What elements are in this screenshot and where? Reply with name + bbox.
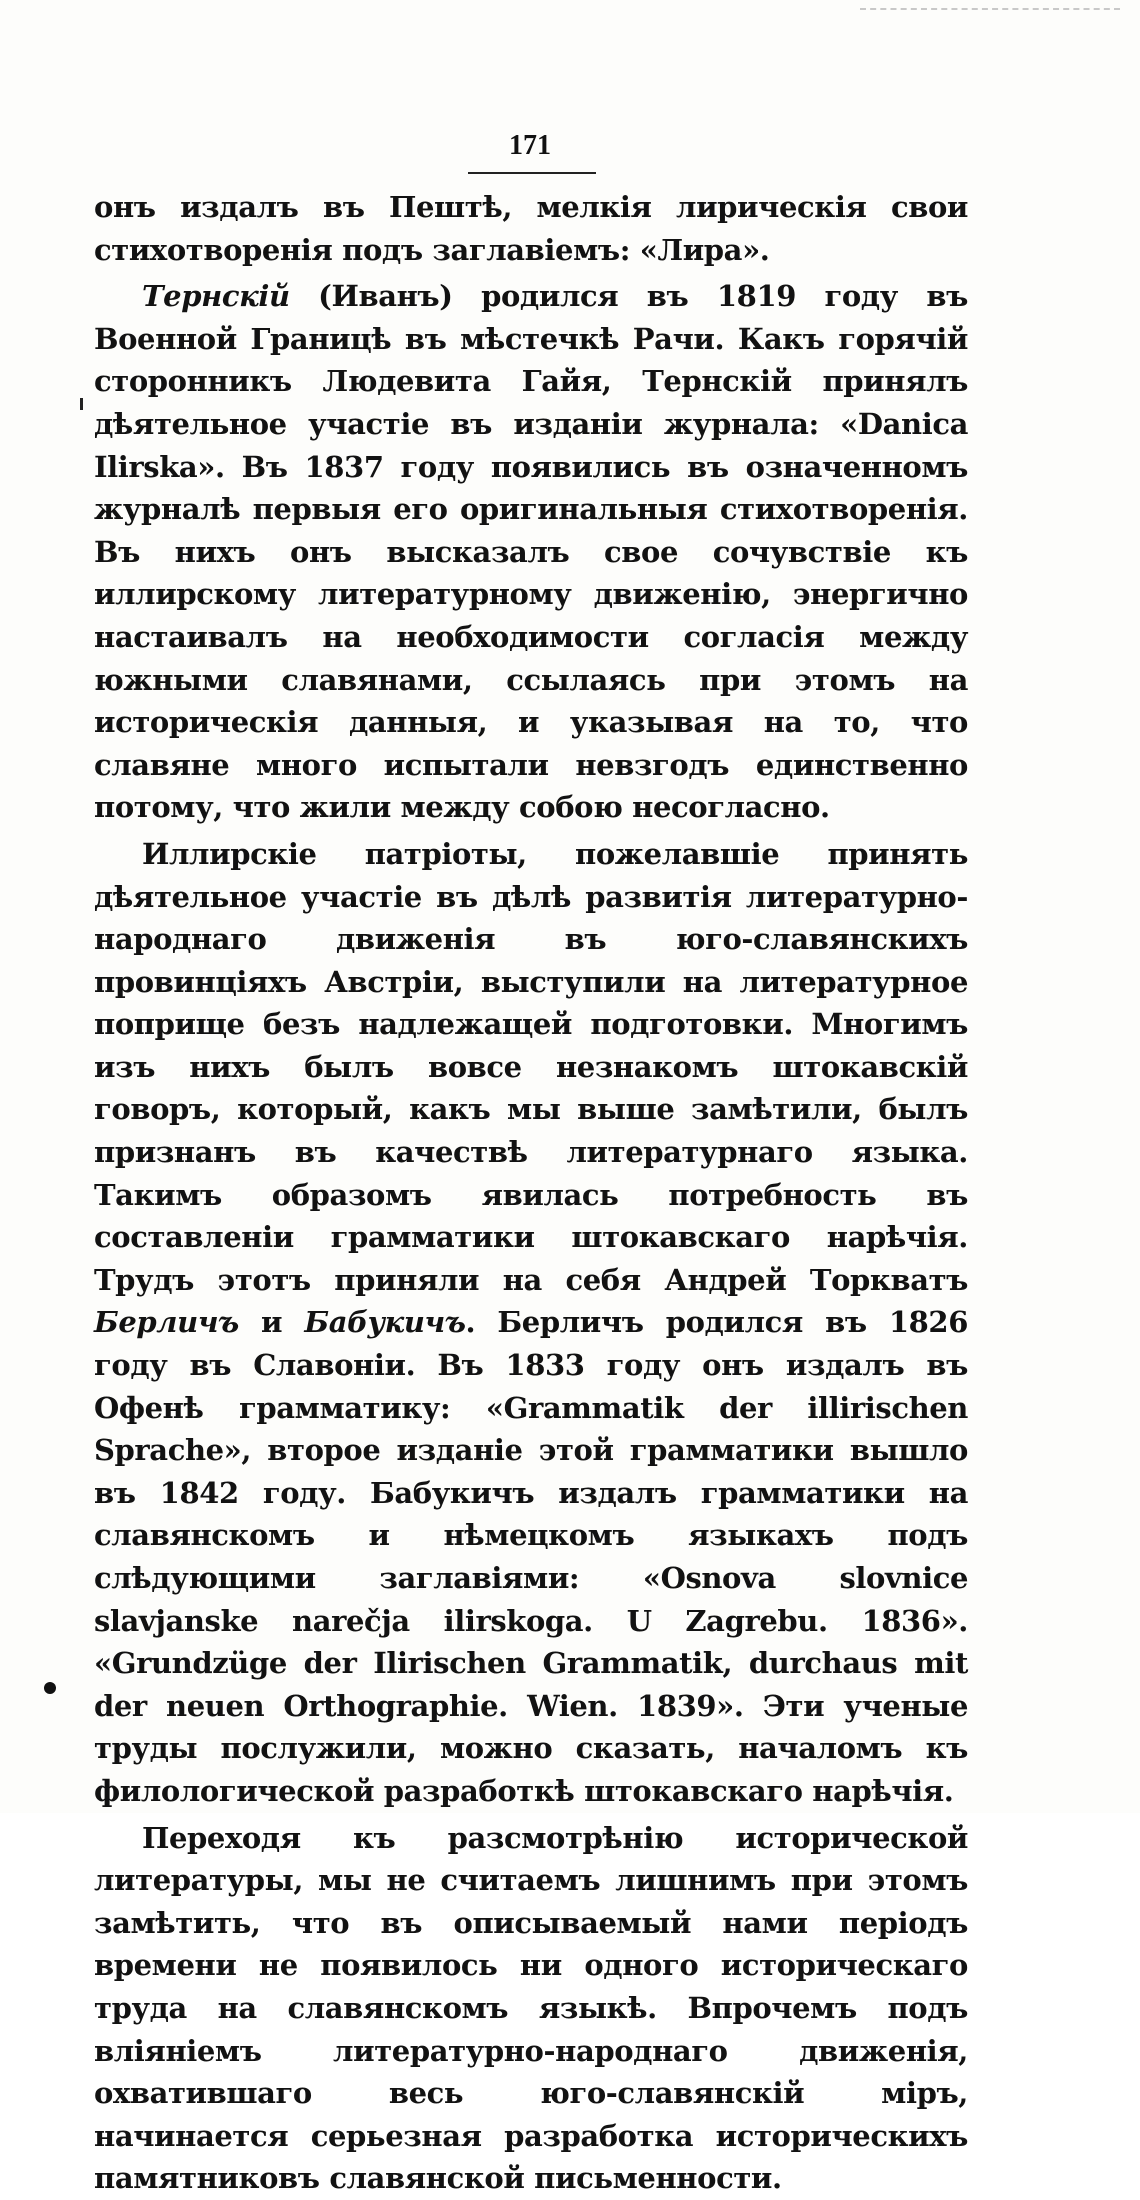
- paragraph-3-segment-3: и: [238, 1305, 305, 1340]
- paragraph-4-segment-1: Переходя къ разсмотрѣнію исторической литературы, мы не считаемъ лишнимъ при этомъ замѣтить, что въ описываемый нами періодъ времени не появилось ни одного историческаго труда на славянскомъ языкѣ. Впрочемъ подъ вліяніемъ литературно-народнаго движенія, охватившаго весь юго-славянскій міръ, начинается серьезная разработка историческихъ памятниковъ славянской письменности.: [94, 1820, 968, 2196]
- paragraph-1-segment-1: онъ издалъ въ Пештѣ, мелкія лирическія свои стихотворенія подъ заглавіемъ: «Лира».: [94, 190, 968, 267]
- paragraph-2: [94, 275, 968, 829]
- author-name-ternsky: Тернскій: [142, 279, 290, 314]
- paragraph-1: [94, 186, 968, 271]
- page-number: 171: [509, 130, 551, 161]
- paragraph-3: [94, 833, 968, 1813]
- paragraph-3-segment-5: . Берличъ родился въ 1826 году въ Славоніи. Въ 1833 году онъ издалъ въ Офенѣ грамматику: «Grammatik der illirischen Sprache», второе изданіе этой грамматики вышло въ 1842 году. Бабукичъ издалъ грамматики на славянскомъ и нѣмецкомъ языкахъ подъ слѣдующими заглавіями: «Osnova slovnice slavjanske narečja ilirskoga. U Zagrebu. 1836». «Grundzüge der Ilirischen Grammatik, durchaus mit der neuen Orthographie. Wien. 1839». Эти ученые труды послужили, можно сказать, началомъ къ филологической разработкѣ штокавскаго нарѣчія.: [94, 1305, 968, 1808]
- body-text: [94, 186, 968, 2200]
- scan-edge-rule: [860, 8, 1120, 10]
- author-name-berlich: Берличъ: [94, 1305, 239, 1340]
- author-name-babukich: Бабукичъ: [304, 1305, 466, 1340]
- paragraph-2-segment-2: (Иванъ) родился въ 1819 году въ Военной Границѣ въ мѣстечкѣ Рачи. Какъ горячій сторонникъ Людевита Гайя, Тернскій принялъ дѣятельное участіе въ изданіи журнала: «Danica Ilirska». Въ 1837 году появились въ означенномъ журналѣ первыя его оригинальныя стихотворенія. Въ нихъ онъ высказалъ свое сочувствіе къ иллирскому литературному движенію, энергично настаивалъ на необходимости согласія между южными славянами, ссылаясь при этомъ на историческія данныя, и указывая на то, что славяне много испытали невзгодъ единственно потому, что жили между собою несогласно.: [94, 279, 968, 825]
- margin-dot: [44, 1682, 56, 1694]
- page-number-underline: [468, 172, 596, 174]
- paragraph-3-segment-1: Иллирскіе патріоты, пожелавшіе принять дѣятельное участіе въ дѣлѣ развитія литературно-народнаго движенія въ юго-славянскихъ провинціяхъ Австріи, выступили на литературное поприще безъ надлежащей подготовки. Многимъ изъ нихъ былъ вовсе незнакомъ штокавскій говоръ, который, какъ мы выше замѣтили, былъ признанъ въ качествѣ литературнаго языка. Такимъ образомъ явилась потребность въ составленіи грамматики штокавскаго нарѣчія. Трудъ этотъ приняли на себя Андрей Торкватъ: [94, 836, 968, 1297]
- paragraph-4: [94, 1817, 968, 2200]
- margin-mark: [80, 398, 83, 410]
